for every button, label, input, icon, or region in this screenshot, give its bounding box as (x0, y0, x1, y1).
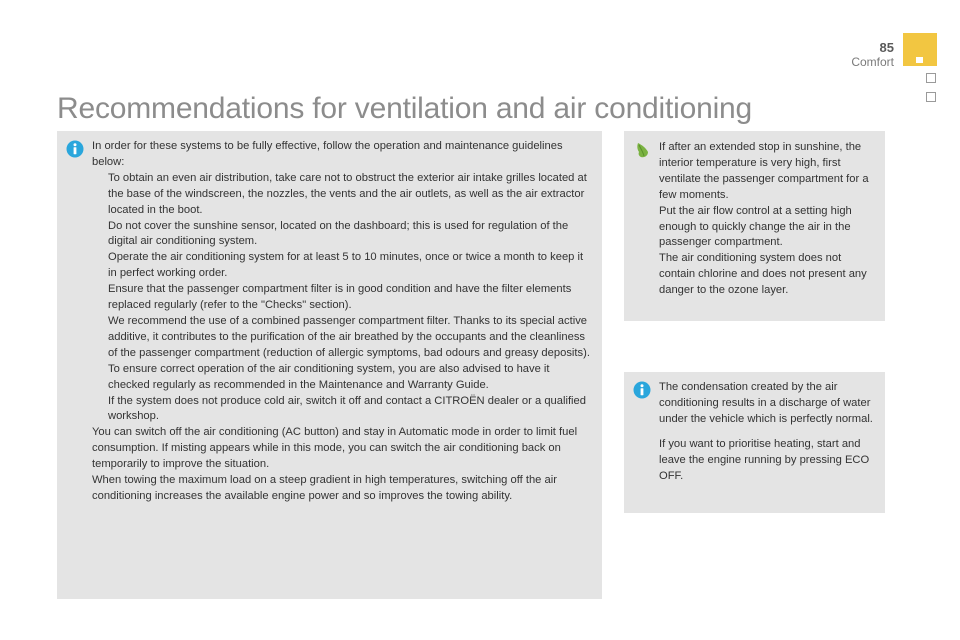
list-item: Do not cover the sunshine sensor, located on the dashboard; this is used for regulation of the digital air conditioning system. (108, 219, 569, 248)
guideline-list (92, 171, 594, 426)
tip-text-ozone: The air conditioning system does not contain chlorine and does not present any danger to the ozone layer. (659, 252, 867, 297)
page-number: 85 (879, 40, 894, 55)
intro-text: In order for these systems to be fully effective, follow the operation and maintenance guidelines below: (92, 140, 563, 168)
chapter-tab (926, 73, 936, 83)
list-item: Operate the air conditioning system for at least 5 to 10 minutes, once or twice a month to keep it in perfect working order. (108, 251, 584, 280)
heating-text: If you want to prioritise heating, start and leave the engine running by pressing ECO OFF. (659, 437, 870, 482)
chapter-tab-active (903, 33, 937, 66)
list-item: To obtain an even air distribution, take care not to obstruct the exterior air intake grilles located at the base of the windscreen, the nozzles, the vents and the air outlets, as well as the air extractor located in the boot. (108, 171, 587, 216)
recommendations-panel (57, 131, 602, 599)
tip-icon (633, 141, 651, 159)
info-icon (633, 381, 651, 399)
info-icon (66, 140, 84, 158)
fuel-advice-text: You can switch off the air conditioning (AC button) and stay in Automatic mode in order to limit fuel consumption. If misting appears while in this mode, you can switch the air conditioning back on temporarily to improve the situation. (92, 426, 578, 471)
page-title: Recommendations for ventilation and air conditioning (57, 92, 753, 125)
tip-panel (624, 131, 885, 321)
section-name: Comfort (851, 55, 894, 69)
condensation-text: The condensation created by the air conditioning results in a discharge of water under the vehicle which is perfectly normal. (659, 381, 873, 425)
tip-text-airflow: Put the air flow control at a setting high enough to quickly change the air in the passenger compartment. (659, 204, 852, 249)
list-item: If the system does not produce cold air, switch it off and contact a CITROËN dealer or a qualified workshop. (108, 394, 586, 423)
condensation-info-panel (624, 372, 885, 513)
towing-advice-text: When towing the maximum load on a steep gradient in high temperatures, switching off the air conditioning increases the available engine power and so improves the towing ability. (92, 474, 557, 502)
tip-text-ventilate: If after an extended stop in sunshine, the interior temperature is very high, first ventilate the passenger compartment for a few moments. (659, 141, 869, 201)
list-item: To ensure correct operation of the air conditioning system, you are also advised to have it checked regularly as recommended in the Maintenance and Warranty Guide. (108, 362, 550, 391)
chapter-tab (926, 92, 936, 102)
filter-note: We recommend the use of a combined passenger compartment filter. Thanks to its special active additive, it contributes to the purification of the air breathed by the occupants and the cleanliness of the passenger compartment (reduction of allergic symptoms, bad odours and greasy deposits). (108, 314, 590, 359)
list-item: Ensure that the passenger compartment filter is in good condition and have the filter elements replaced regularly (refer to the "Checks" section). We recommend the use of a combined passenger compartment filter. Thanks to its special active additive, it contributes to the purification of the air breathed by the occupants and the cleanliness of the passenger compartment (reduction of allergic symptoms, bad odours and greasy deposits). (108, 283, 590, 359)
